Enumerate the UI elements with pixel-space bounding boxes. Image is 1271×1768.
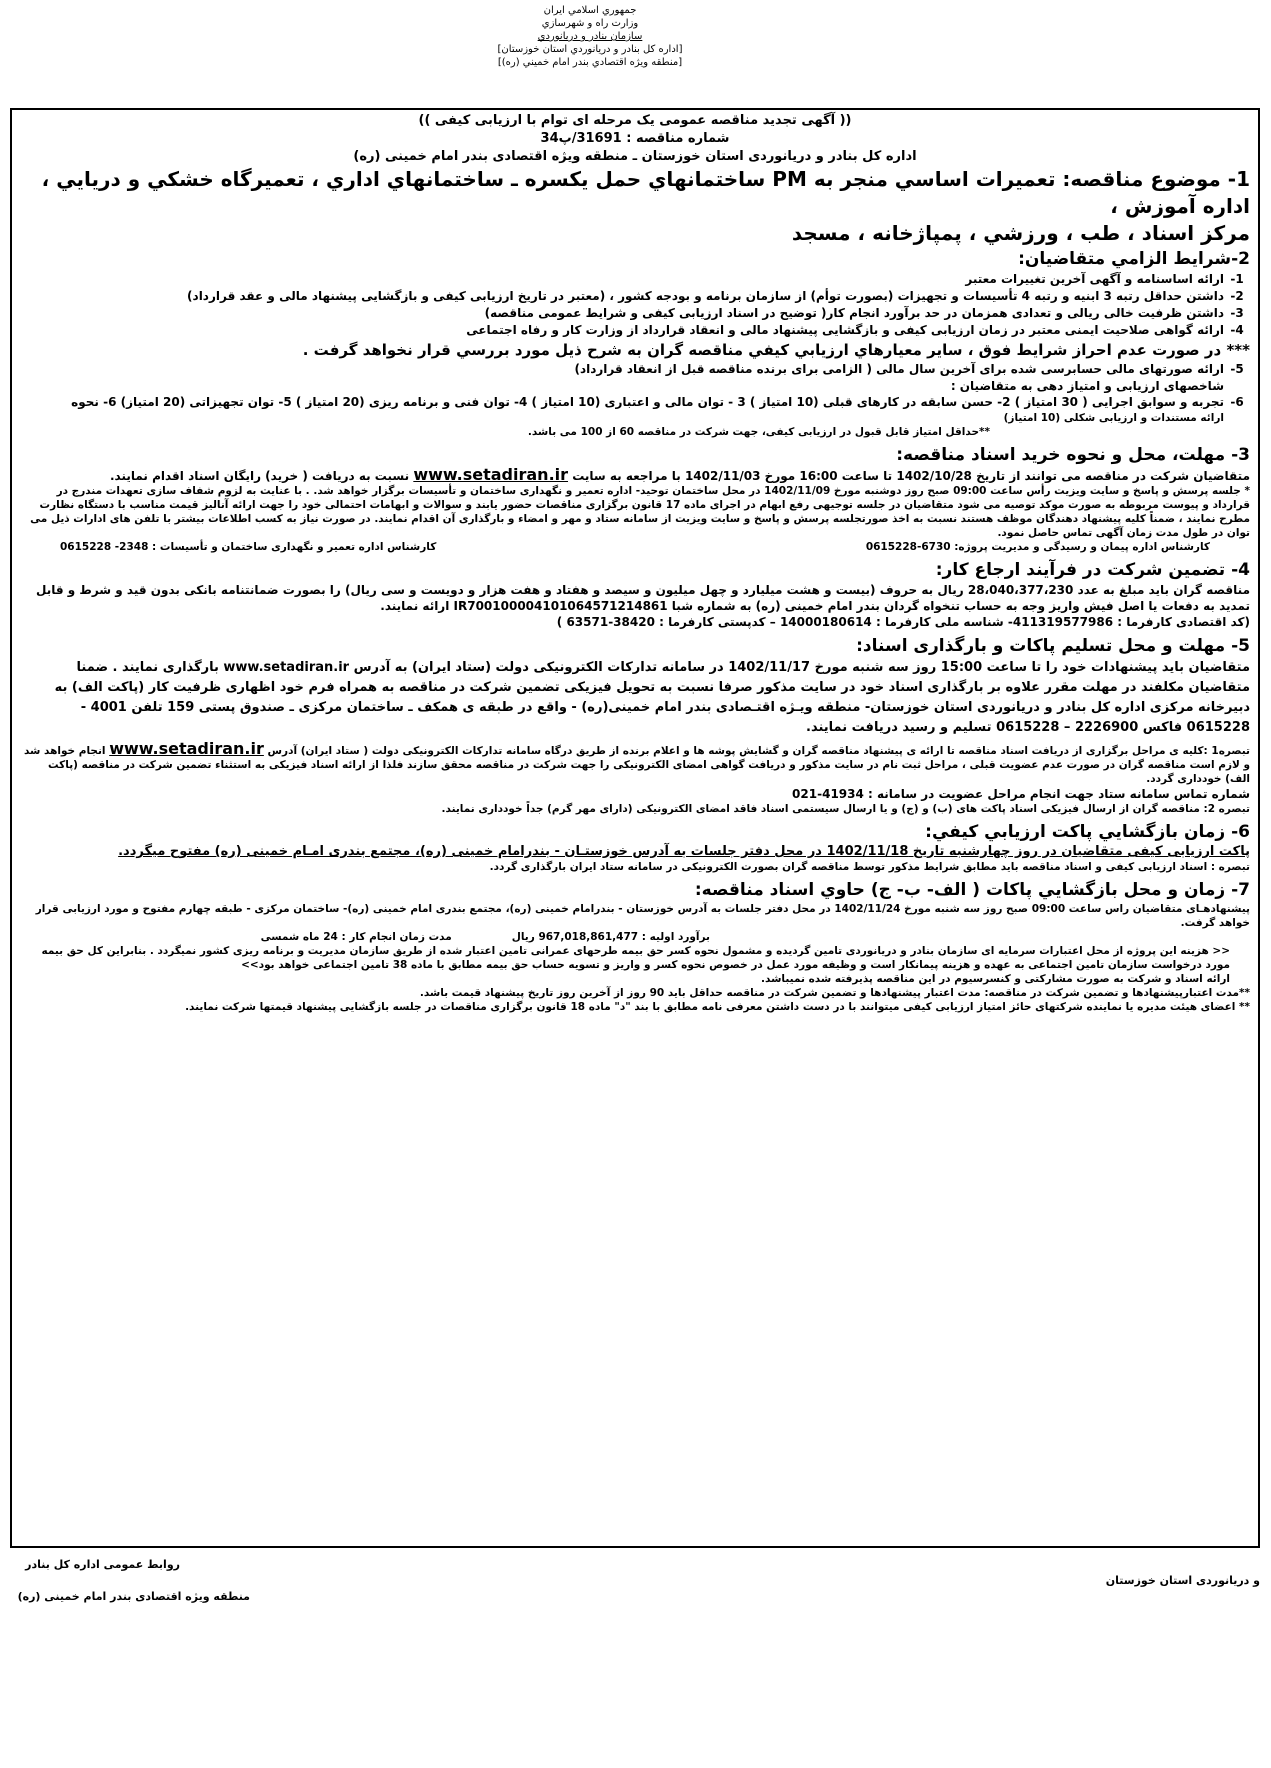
- list-item: 6- تجربه و سوابق اجرایی ( 30 امتیاز ) 2- حسن سابقه در کارهای قبلی (10 امتیاز ) 3 - توان مالی و اعتباری (10 امتیاز ) 4- توان فنی و برنامه ریزی (20 امتیاز ) 5- توان تجهیزاتی (20 امتیاز) 6- نحوه: [71, 395, 1244, 409]
- estimate-row: [20, 930, 1250, 944]
- section-6-note: تبصره : اسناد ارزیابی کیفی و اسناد مناقصه باید مطابق شرایط مذکور توسط مناقصه گران بصورت الکترونیکی در سامانه ستاد ایران بارگذاری گردد.: [489, 861, 1250, 873]
- setad-phone: شماره تماس سامانه ستاد جهت انجام مراحل عضویت در سامانه : 41934-021: [792, 787, 1250, 801]
- tender-number: شماره مناقصه : 31691/پ34: [540, 131, 730, 146]
- issuer: اداره کل بنادر و دریانوردی استان خوزستان ـ منطقه ویژه اقتصادی بندر امام خمینی (ره): [353, 149, 917, 164]
- section-3-heading: 3- مهلت، محل و نحوه خرید اسناد مناقصه:: [896, 445, 1250, 465]
- letterhead-line: سازمان بنادر و دريانوردي: [537, 31, 643, 42]
- minimum-score: **حداقل امتیاز قابل قبول در ارزیابی کیفی، جهت شرکت در مناقصه 60 از 100 می باشد.: [527, 426, 990, 438]
- guarantee-paragraph: مناقصه گران باید مبلغ به عدد 28،040،377،230 ریال به حروف (بیست و هشت میلیارد و چهل میلیون و سیصد و هفتاد و هفت هزار و دویست و سی ریال) را بصورت ضمانتنامه بانکی بدون قید و شرط و قابل تمدید به دفعات یا اصل فیش واریز وجه به حساب تنخواه گردان بندر امام خمینی (ره) به شماره شبا IR700100004101064571214861 ارائه نمایند.: [35, 583, 1250, 613]
- submission-paragraph: متقاضیان باید پیشنهادات خود را تا ساعت 15:00 روز سه شنبه مورخ 1402/11/17 در سامانه تدارکات الکترونیکی دولت (ستاد ایران) به آدرس www.setadiran.ir بارگذاری نمایند . ضمنا متقاضیان مکلفند در مهلت مقرر علاوه بر بارگذاری اسناد خود در سایت مذکور صرفا نسبت به تحویل فیزیکی تضمین شرکت در مناقصه به همراه فرم خود اظهاری ظرفیت کار (پاکت الف) به دبیرخانه مرکزی اداره کل بنادر و دریانوردی استان خوزستان- منطقه ویـژه اقتـصادی بندر امام خمینی(ره) - واقع در طبقه ی همکف ـ ساختمان مرکزی ـ صندوق پستی 159 تلفن 4001 - 0615228 فاکس 2226900 – 0615228 تسلیم و رسید دریافت نمایند.: [54, 660, 1250, 735]
- contact-contracts: کارشناس اداره پیمان و رسیدگی و مدیریت پروژه: 6730-0615228: [865, 541, 1210, 553]
- notice-title: (( آگهی تجدید مناقصه عمومی یک مرحله ای توام با ارزیابی کیفی )): [418, 113, 852, 128]
- pr-line-1a: روابط عمومی اداره کل بنادر: [25, 1558, 180, 1571]
- contact-maintenance: کارشناس اداره تعمیر و نگهداری ساختمان و تأسیسات : 2348- 0615228: [60, 541, 437, 553]
- setadiran-link[interactable]: www.setadiran.ir: [109, 739, 264, 758]
- letterhead: [470, 4, 710, 69]
- work-duration: مدت زمان انجام کار : 24 ماه شمسی: [260, 931, 452, 943]
- subject-line-1: 1- موضوع مناقصه: تعميرات اساسي منجر به PM ساختمانهاي حمل يكسره ـ ساختمانهاي اداري ، تعميرگاه خشكي و دريايي ، اداره آموزش ،: [41, 167, 1250, 218]
- signature-block: [10, 1557, 1260, 1605]
- consortium-note: ارائه اسناد و شرکت به صورت مشارکتی و کنسرسیوم در این مناقصه پذیرفته شده نمیباشد.: [761, 973, 1230, 985]
- section-5-heading: 5- مهلت و محل تسلیم پاکات و بارگذاری اسناد:: [856, 636, 1250, 656]
- criteria-heading: شاخصهای ارزیابی و امتیاز دهی به متقاضیان :: [950, 379, 1224, 393]
- notice-content: [20, 112, 1250, 1014]
- list-item: 2- داشتن حداقل رتبه 3 ابنیه و رتبه 4 تأسیسات و تجهیزات (بصورت توأم) از سازمان برنامه و بودجه کشور ، (معتبر در تاریخ ارزیابی کیفی و بازگشایی پیشنهاد مالی و عقد قرارداد): [187, 289, 1244, 303]
- validity-note: **مدت اعتبارپیشنهادها و تضمین شرکت در مناقصه: مدت اعتبار پیشنهادها و تضمین شرکت در مناقصه حداقل باید 90 روز از آخرین روز تاریخ پیشنهاد قیمت باشد.: [419, 987, 1250, 999]
- letterhead-line: [اداره كل بنادر و دريانوردي استان خوزستان]: [497, 44, 683, 55]
- opening-paragraph: پیشنهادهـای متقاضیان راس ساعت 09:00 صبح روز سه شنبه مورخ 1402/11/24 در محل دفتر جلسات به آدرس خوزستان - بندرامام خمینی (ره)، مجتمع بندری امام خمینی (ره)- ساختمان مرکزی - طبقه چهارم مفتوح و مورد ارزیابی قرار خواهد گرفت.: [35, 903, 1250, 929]
- pr-line-2: منطقه ویژه اقتصادی بندر امام خمینی (ره): [17, 1590, 250, 1603]
- criteria-continued: ارائه مستندات و ارزیابی شکلی (10 امتیاز): [1003, 412, 1224, 424]
- board-members-note: ** اعضای هیئت مدیره یا نماینده شرکتهای حائز امتیاز ارزیابی کیفی میتوانند با در دست داشتن معرفی نامه مطابق با بند "د" ماده 18 قانون برگزاری مناقصات در جلسه بازگشایی پیشنهاد قیمتها شرکت نمایند.: [185, 1001, 1250, 1013]
- insurance-paragraph: << هزینه این پروژه از محل اعتبارات سرمایه ای سازمان بنادر و دریانوردی تامین گردیده و مشمول نحوه کسر حق بیمه طرحهای عمرانی تامین اعتبار شده از طریق سازمان مدیریت و برنامه ریزی کشور نمیگردد . بنابراین کل حق بیمه مورد درخواست سازمان تامین اجتماعی به عهده و هزینه پیمانکار است و وظیفه مورد عمل در خصوص نحوه کسر و واریز و تسویه حساب حق بیمه مطابق با ماده 38 تامین اجتماعی خواهد بود>>: [41, 945, 1230, 971]
- note-2: تبصره 2: مناقصه گران از ارسال فیزیکی اسناد پاکت های (ب) و (ج) و یا ارسال سیستمی اسناد فاقد امضای الکترونیکی (دارای مهر گرم) جداً خودداری نمایند.: [441, 803, 1250, 815]
- pr-line-1b: و دریانوردی استان خوزستان: [1105, 1574, 1260, 1587]
- employer-codes: (کد اقتصادی کارفرما : 411319577986- شناسه ملی کارفرما : 14000180614 – کدپستی کارفرما : 38420-63571 ): [556, 615, 1250, 629]
- list-item: 4- ارائه گواهی صلاحیت ایمنی معتبر در زمان ارزیابی کیفی و بازگشایی پیشنهاد مالی و انعقاد قرارداد از وزارت کار و رفاه اجتماعی: [466, 323, 1244, 337]
- setadiran-link[interactable]: www.setadiran.ir: [413, 465, 569, 484]
- section-7-heading: 7- زمان و محل بازگشايي پاكات ( الف- ب- ج) حاوي اسناد مناقصه:: [694, 880, 1250, 900]
- briefing-paragraph: * جلسه پرسش و پاسخ و سایت ویزیت رأس ساعت 09:00 صبح روز دوشنبه مورخ 1402/11/09 در محل ساختمان توحید- اداره تعمیر و نگهداری ساختمان و تأسیسات برگزار خواهد شد. . با عنایت به لزوم شفاف سازی تعهدات مندرج در قرارداد و پیوست مربوطه به صورت موکد توصیه می شود متقاضیان در جلسه توجیهی رفع ابهام در اجرای ماده 17 قانون برگزاری مناقصات حضور یابند و سوالات و ابهامات احتمالی خود را جهت ارائه آنالیز قیمت مناسب با دستگاه نظارت مطرح نمایند ، ضمناً کلیه پیشنهاد دهندگان موظف هستند نسبت به اخذ صورتجلسه پرسش و پاسخ و سایت ویزیت از سامانه ستاد و مهر و امضاء و بارگذاری آن اقدام نمایند. در صورت نیاز به کسب اطلاعات بیشتر با تلفن های ادارات ذیل می توان در طول مدت زمان آگهی تماس حاصل نمود.: [30, 485, 1250, 539]
- purchase-paragraph: متقاضیان شرکت در مناقصه می توانند از تاریخ 1402/10/28 تا ساعت 16:00 مورخ 1402/11/03 با مراجعه به سایت www.setadiran.ir نسبت به دریافت ( خرید) رایگان اسناد اقدام نمایند.: [109, 465, 1250, 484]
- letterhead-line: [منطقه ويژه اقتصادي بندر امام خميني (ره)]: [497, 57, 683, 68]
- list-item: 1- ارائه اساسنامه و آگهی آخرین تغییرات معتبر: [965, 272, 1244, 286]
- eligibility-note: *** در صورت عدم احراز شرايط فوق ، ساير معيارهاي ارزيابي كيفي مناقصه گران به شرح ذيل مورد بررسي قرار نخواهد گرفت .: [302, 341, 1250, 359]
- subject-line-2: مركز اسناد ، طب ، ورزشي ، پمپاژخانه ، مسجد: [791, 221, 1250, 245]
- contacts-row: [20, 540, 1250, 554]
- note-1: تبصره1 :کلیه ی مراحل برگزاری از دریافت اسناد مناقصه تا ارائه ی پیشنهاد مناقصه گران و گشایش پوشه ها و اعلام برنده از طریق درگاه سامانه تدارکات الکترونیکی دولت ( ستاد ایران) آدرس www.setadiran.ir انجام خواهد شد و لازم است مناقصه گران در صورت عدم عضویت قبلی ، مراحل ثبت نام در سایت مذکور و دریافت گواهی امضای الکترونیکی را جهت شرکت در مناقصه محقق سازند فلذا از ارائه اسناد فیزیکی به استثناء تضمین شرکت در مناقصه (پاکت الف) خودداری گردد.: [23, 739, 1250, 785]
- section-2-heading: 2-شرايط الزامي متقاضيان:: [1018, 249, 1250, 269]
- section-4-heading: 4- تضمین شرکت در فرآیند ارجاع کار:: [935, 560, 1250, 580]
- list-item: 5- ارائه صورتهای مالی حسابرسی شده برای آخرین سال مالی ( الزامی برای برنده مناقصه قبل از انعقاد قرارداد): [574, 362, 1244, 376]
- initial-estimate: برآورد اولیه : 967,018,861,477 ریال: [511, 931, 710, 943]
- quality-opening: پاکت ارزیابی کیفی متقاضیان در روز چهارشنبه تاریخ 1402/11/18 در محل دفتر جلسات به آدرس خوزستـان - بندرامام خمینی (ره)، مجتمع بندری امـام خمینی (ره) مفتوح میگردد.: [118, 844, 1250, 859]
- letterhead-line: جمهوري اسلامي ايران: [543, 5, 637, 16]
- list-item: 3- داشتن ظرفیت خالی ریالی و تعدادی همزمان در حد برآورد انجام کار( توضیح در اسناد ارزیابی کیفی و شرایط عمومی مناقصه): [484, 306, 1244, 320]
- letterhead-line: وزارت راه و شهرسازي: [541, 18, 639, 29]
- section-6-heading: 6- زمان بازگشايي پاكت ارزيابي كيفي:: [925, 822, 1250, 842]
